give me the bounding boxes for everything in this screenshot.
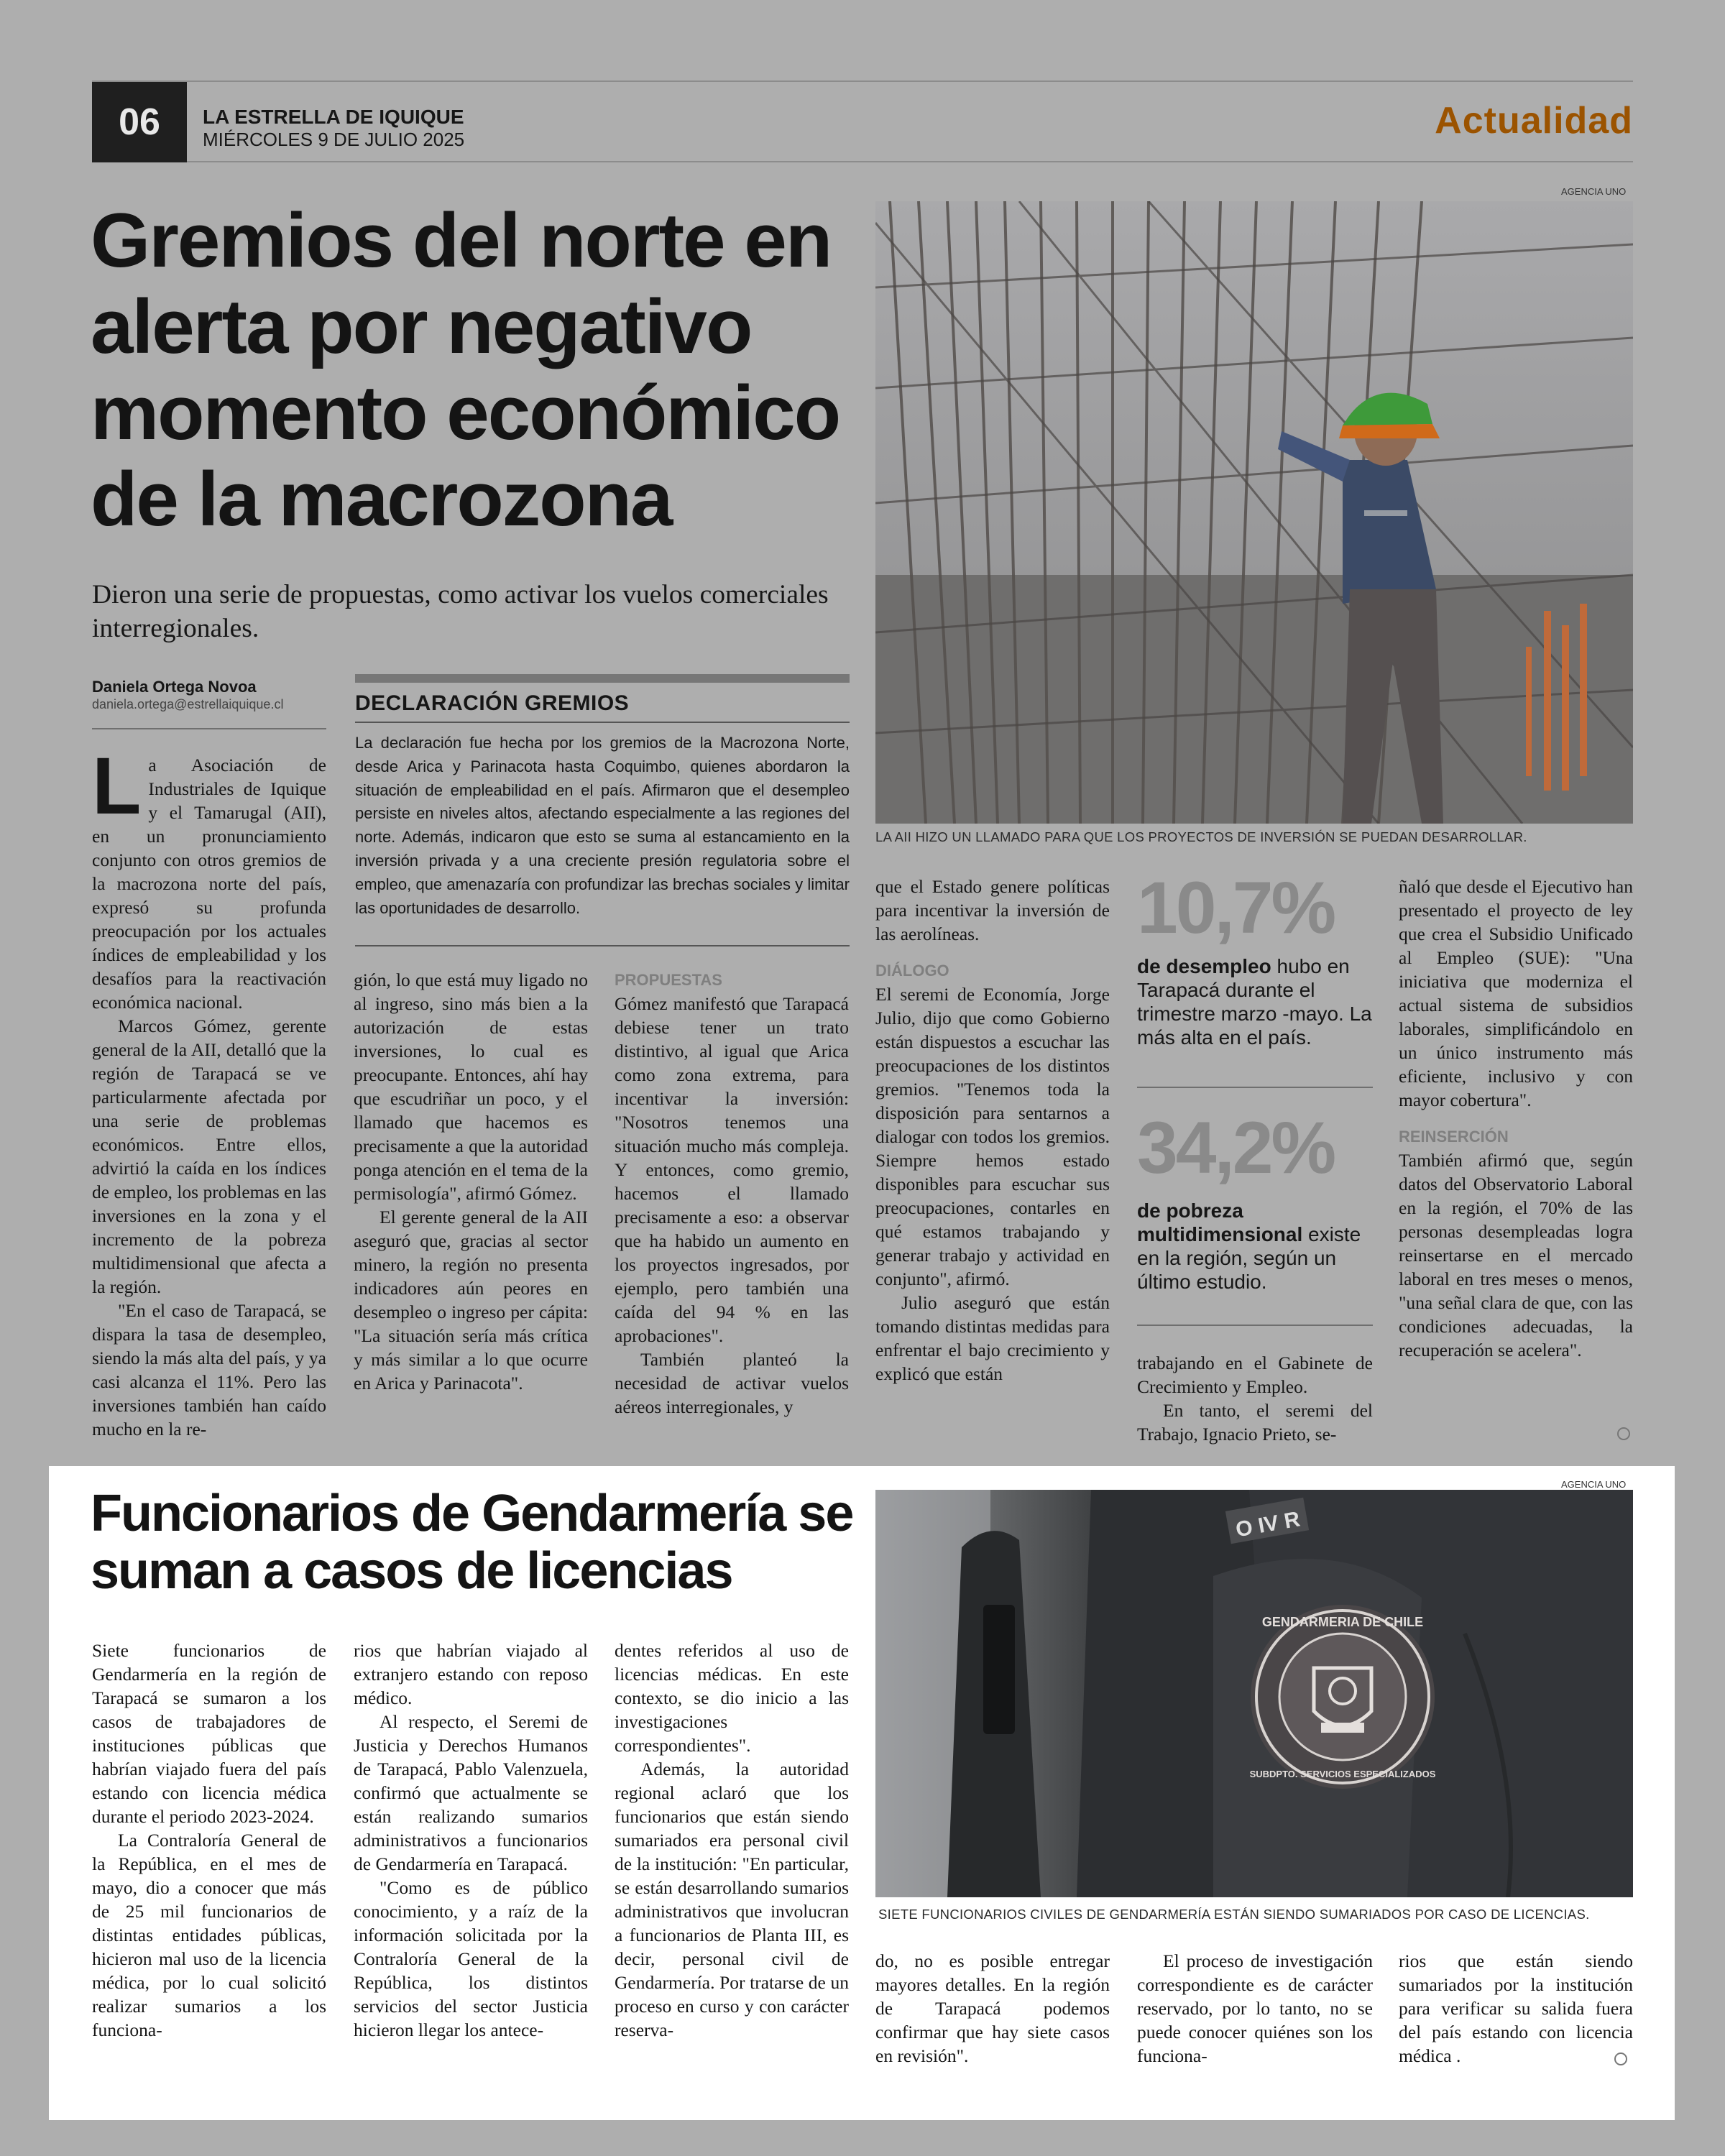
box-top-bar — [355, 674, 850, 683]
patch-bottom-text: SUBDPTO. SERVICIOS ESPECIALIZADOS — [1249, 1769, 1436, 1779]
gendarmeria-patch — [1250, 1605, 1436, 1789]
kicker-propuestas: PROPUESTAS — [615, 971, 722, 989]
stat2-bold: de pobreza multidimensional — [1137, 1199, 1303, 1245]
a2-col5-paragraph-1: El proceso de investigación correspondiente es de carácter reservado, por lo tanto, no se puede conocer quiénes son los funciona- — [1137, 1950, 1373, 2066]
stat-divider-2 — [1137, 1325, 1373, 1326]
article1-column-5 — [1137, 1351, 1373, 1446]
article2-column-2 — [354, 1639, 588, 2042]
stat-unemployment-value: 10,7% — [1137, 867, 1335, 949]
article1-author: Daniela Ortega Novoa — [92, 678, 257, 696]
stat2-rest: existe en la región, según un último estudio. — [1137, 1223, 1361, 1293]
box-text: La declaración fue hecha por los gremios de la Macrozona Norte, desde Arica y Parinacota hasta Coquimbo, quienes abordaron la situación de empleabilidad en el país. Afirmaron que el desempleo persiste en niveles altos, afectando especialmente a las regiones del norte. Además, indicaron que esto se suma al estancamiento en la inversión privada y a una creciente presión regulatoria sobre el empleo, que amenazaría con profundizar las brechas sociales y limitar las oportunidades de desarrollo. — [355, 734, 850, 917]
article1-column-3 — [615, 968, 849, 1419]
article2-column-1 — [92, 1639, 326, 2042]
author-rule — [92, 728, 326, 729]
dropcap: L — [92, 741, 142, 831]
stat-poverty-value: 34,2% — [1137, 1107, 1335, 1189]
col6-paragraph-2: También afirmó que, según datos del Observatorio Laboral en la región, el 70% de las personas desempleadas logra reinsertarse en el mercado laboral en tres meses o menos, "una señal clara de que, con las condiciones adecuadas, la recuperación se acelera". — [1399, 1150, 1633, 1360]
a2-col1-paragraph-2: La Contraloría General de la República, en el mes de mayo, dio a conocer que más de 25 mil funcionarios de distintas entidades públicas, hicieron mal uso de la licencia médica, por lo cual solicitó realizar sumarios a los funciona- — [92, 1830, 326, 2040]
a2-col4-paragraph-1: do, no es posible entregar mayores detalles. En la región de Tarapacá podemos confirmar que hay siete casos en revisión". — [875, 1950, 1110, 2066]
stat1-bold: de desempleo — [1137, 955, 1271, 977]
article2-column-6 — [1399, 1949, 1633, 2068]
article1-subtitle: Dieron una serie de propuestas, como activar los vuelos comerciales interregionales. — [92, 580, 829, 643]
article2-column-3 — [615, 1639, 849, 2042]
col4-paragraph-1: que el Estado genere políticas para incentivar la inversión de las aerolíneas. — [875, 876, 1110, 944]
stat-block-1 — [1137, 868, 1373, 1049]
box-bottom-rule — [355, 945, 850, 946]
col2-paragraph-1: gión, lo que está muy ligado no al ingreso, sino más bien a la autorización de estas inversiones, lo cual es preocupante. Entonces, ahí hay que escudriñar un poco, y el llamado que hacemos es precisamente a que la autoridad ponga atención en el tema de la permisología", afirmó Gómez. — [354, 969, 588, 1204]
page-number: 06 — [92, 82, 187, 162]
a2-col3-paragraph-1: dentes referidos al uso de licencias médicas. En este contexto, se dio inicio a las investigaciones correspondientes". — [615, 1640, 849, 1756]
header-bottom-rule — [187, 161, 1633, 162]
col3-paragraph-1: Gómez manifestó que Tarapacá debiese tener un trato distintivo, al igual que Arica como zona extrema, para incentivar la inversión: "Nosotros tenemos una situación mucho más compleja. Y entonces, como gremio, hacemos el llamado precisamente a eso: a observar que ha habido un aumento en los proyectos ingresados, por ejemplo, pero también una caída del 94 % en las aprobaciones". — [615, 993, 849, 1346]
col3-paragraph-2: También planteó la necesidad de activar vuelos aéreos interregionales, y — [615, 1349, 849, 1417]
article1-column-2 — [354, 968, 588, 1395]
publication-name: LA ESTRELLA DE IQUIQUE — [203, 106, 464, 128]
stat-poverty-text — [1137, 1199, 1373, 1294]
col4-paragraph-3: Julio aseguró que están tomando distintas medidas para enfrentar el bajo crecimiento y explicó que están — [875, 1292, 1110, 1384]
article1-headline: Gremios del norte en alerta por negativo momento económico de la macrozona — [91, 197, 840, 542]
gendarmeria-scene-image — [875, 1490, 1633, 1897]
photo2-caption: SIETE FUNCIONARIOS CIVILES DE GENDARMERÍA ESTÁN SIENDO SUMARIADOS POR CASO DE LICENCIAS. — [878, 1907, 1590, 1922]
kicker-reinsercion: REINSERCIÓN — [1399, 1128, 1509, 1146]
a2-col2-paragraph-1: rios que habrían viajado al extranjero estando con reposo médico. — [354, 1640, 588, 1708]
article1-column-1 — [92, 741, 326, 1441]
photo1-credit: AGENCIA UNO — [1561, 186, 1627, 197]
gendarmeria-officer-photo — [875, 1490, 1633, 1897]
header-top-rule — [92, 80, 1633, 82]
stat-unemployment-text — [1137, 954, 1373, 1049]
a2-col2-paragraph-3: "Como es de público conocimiento, y a raíz de la información solicitada por la Contraloría General de la República, los distintos servicios del sector Justicia hicieron llegar los antece- — [354, 1877, 588, 2040]
publication-date: MIÉRCOLES 9 DE JULIO 2025 — [203, 129, 465, 150]
box-title-rule — [355, 722, 850, 723]
photo1-caption: LA AII HIZO UN LLAMADO PARA QUE LOS PROYECTOS DE INVERSIÓN SE PUEDAN DESARROLLAR. — [875, 829, 1527, 844]
col1-paragraph-2: Marcos Gómez, gerente general de la AII, detalló que la región de Tarapacá se ve particularmente afectada por una serie de problemas económicos. Entre ellos, advirtió la caída en los índices de empleo, los problemas en las inversiones en la zona y el incremento de la pobreza multidimensional que afecta a la región. — [92, 1015, 326, 1297]
a2-col2-paragraph-2: Al respecto, el Seremi de Justicia y Derechos Humanos de Tarapacá, Pablo Valenzuela, confirmó que actualmente se están realizando sumarios administrativos a funcionarios de Gendarmería en Tarapacá. — [354, 1711, 588, 1874]
a2-col6-paragraph-1: rios que están siendo sumariados por la institución para verificar su salida fuera del país estando con licencia médica . — [1399, 1950, 1633, 2066]
section-name: Actualidad — [1435, 100, 1633, 142]
a2-col1-paragraph-1: Siete funcionarios de Gendarmería en la región de Tarapacá se sumaron a los casos de trabajadores de instituciones públicas que habrían viajado fuera del país estando con licencia médica durante el periodo 2023-2024. — [92, 1640, 326, 1827]
construction-scene-image — [875, 201, 1633, 824]
box-title: DECLARACIÓN GREMIOS — [355, 691, 630, 715]
col6-paragraph-1: ñaló que desde el Ejecutivo han presentado el proyecto de ley que crea el Subsidio Unificado al Empleo (SUE): "Una iniciativa que moderniza el actual sistema de subsidios laborales, simplificándolo en un único instrumento más eficiente, inclusivo y con mayor cobertura". — [1399, 876, 1633, 1110]
article1-end-mark — [1617, 1427, 1630, 1440]
construction-worker-photo — [875, 201, 1633, 824]
svg-text:O IV R: O IV R — [1233, 1507, 1302, 1542]
patch-ring-text: GENDARMERIA DE CHILE — [1261, 1615, 1424, 1629]
article2-column-4 — [875, 1949, 1110, 2068]
article1-column-4 — [875, 875, 1110, 1386]
col5-paragraph-2: En tanto, el seremi del Trabajo, Ignacio Prieto, se- — [1137, 1400, 1373, 1445]
col1-paragraph-3: "En el caso de Tarapacá, se dispara la tasa de desempleo, siendo la más alta del país, y ya casi alcanza el 11%. Pero las inversiones también han caído mucho en la re- — [92, 1300, 326, 1439]
col1-paragraph-1: a Asociación de Industriales de Iquique y el Tamarugal (AII), en un pronunciamiento conjunto con otros gremios de la macrozona norte del país, expresó su profunda preocupación por los actuales índices de empleabilidad y los desafíos para la reactivación económica nacional. — [92, 755, 326, 1013]
stat1-rest: hubo en Tarapacá durante el trimestre marzo -mayo. La más alta en el país. — [1137, 955, 1372, 1049]
article1-author-email: daniela.ortega@estrellaiquique.cl — [92, 697, 284, 711]
article2-headline: Funcionarios de Gendarmería se suman a casos de licencias — [91, 1485, 853, 1600]
stat-block-2 — [1137, 1108, 1373, 1294]
article1-column-6 — [1399, 875, 1633, 1362]
stat-divider-1 — [1137, 1087, 1373, 1088]
article2-column-5 — [1137, 1949, 1373, 2068]
kicker-dialogo: DIÁLOGO — [875, 962, 949, 980]
col2-paragraph-2: El gerente general de la AII aseguró que, gracias al sector minero, la región no presenta indicadores aún peores en desempleo o ingreso per cápita: "La situación sería más crítica y más similar a lo que ocurre en Arica y Parinacota". — [354, 1207, 588, 1393]
a2-col3-paragraph-2: Además, la autoridad regional aclaró que los funcionarios que están siendo sumariados era personal civil de la institución: "En particular, se están desarrollando sumarios administrativos que involucran a funcionarios de Planta III, es decir, personal civil de Gendarmería. Por tratarse de un proceso en curso y con carácter reserva- — [615, 1759, 849, 2040]
photo2-credit: AGENCIA UNO — [1561, 1479, 1627, 1490]
col5-paragraph-1: trabajando en el Gabinete de Crecimiento y Empleo. — [1137, 1353, 1373, 1397]
col4-paragraph-2: El seremi de Economía, Jorge Julio, dijo que como Gobierno están dispuestos a escuchar las preocupaciones de los distintos gremios. "Tenemos toda la disposición para sentarnos a dialogar con todos los gremios. Siempre hemos estado disponibles para escuchar sus preocupaciones, contarles en qué estamos trabajando y generar trabajo y actividad en conjunto", afirmó. — [875, 984, 1110, 1289]
article2-end-mark — [1614, 2053, 1627, 2065]
